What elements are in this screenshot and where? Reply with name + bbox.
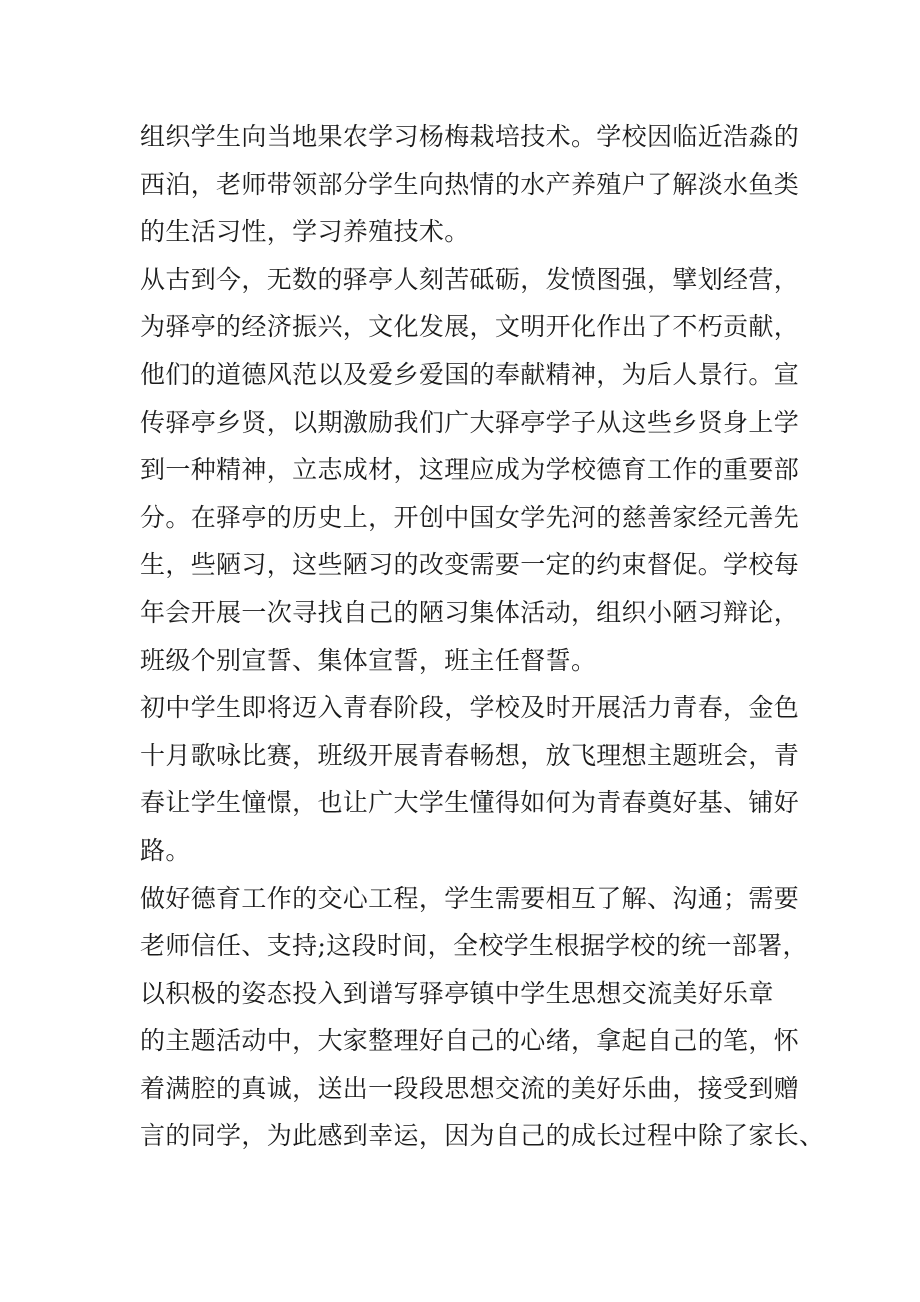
text-line: 到一种精神，立志成材，这理应成为学校德育工作的重要部 [140,455,800,485]
text-line: 组织学生向当地果农学习杨梅栽培技术。学校因临近浩淼的 [140,122,800,151]
text-line: 以积极的姿态投入到谱写驿亭镇中学生思想交流美好乐章 [140,978,774,1008]
text-line: 为驿亭的经济振兴，文化发展，文明开化作出了不朽贡献， [140,312,800,342]
text-line: 年会开展一次寻找自己的陋习集体活动，组织小陋习辩论， [140,597,800,627]
text-line: 他们的道德风范以及爱乡爱国的奉献精神，为后人景行。宣 [140,359,800,389]
text-line: 着满腔的真诚，送出一段段思想交流的美好乐曲，接受到赠 [140,1073,800,1103]
text-line: 春让学生憧憬，也让广大学生懂得如何为青春奠好基、铺好 [140,788,800,818]
text-line: 班级个别宣誓、集体宣誓，班主任督誓。 [140,645,597,675]
text-line: 的主题活动中，大家整理好自己的心绪，拿起自己的笔，怀 [140,1026,800,1056]
text-line: 的生活习性，学习养殖技术。 [140,217,470,247]
paragraph-3 [140,684,800,874]
paragraph-4 [140,875,825,1161]
text-line: 十月歌咏比赛，班级开展青春畅想，放飞理想主题班会，青 [140,740,800,770]
text-line: 生，些陋习，这些陋习的改变需要一定的约束督促。学校每 [140,550,800,580]
text-line: 西泊，老师带领部分学生向热情的水产养殖户了解淡水鱼类 [140,169,800,199]
text-line: 初中学生即将迈入青春阶段，学校及时开展活力青春，金色 [140,693,800,723]
document-body [140,113,825,1160]
text-line: 言的同学，为此感到幸运，因为自己的成长过程中除了家长、 [140,1121,825,1151]
text-line: 做好德育工作的交心工程，学生需要相互了解、沟通；需要 [140,883,800,913]
text-line: 路。 [140,835,191,865]
text-line: 分。在驿亭的历史上，开创中国女学先河的慈善家经元善先 [140,502,800,532]
text-line: 老师信任、支持;这段时间，全校学生根据学校的统一部署， [140,931,808,961]
text-line: 传驿亭乡贤，以期激励我们广大驿亭学子从这些乡贤身上学 [140,407,800,437]
paragraph-1 [140,113,800,256]
text-line: 从古到今，无数的驿亭人刻苦砥砺，发愤图强，擘划经营， [140,264,800,294]
paragraph-2 [140,256,800,684]
